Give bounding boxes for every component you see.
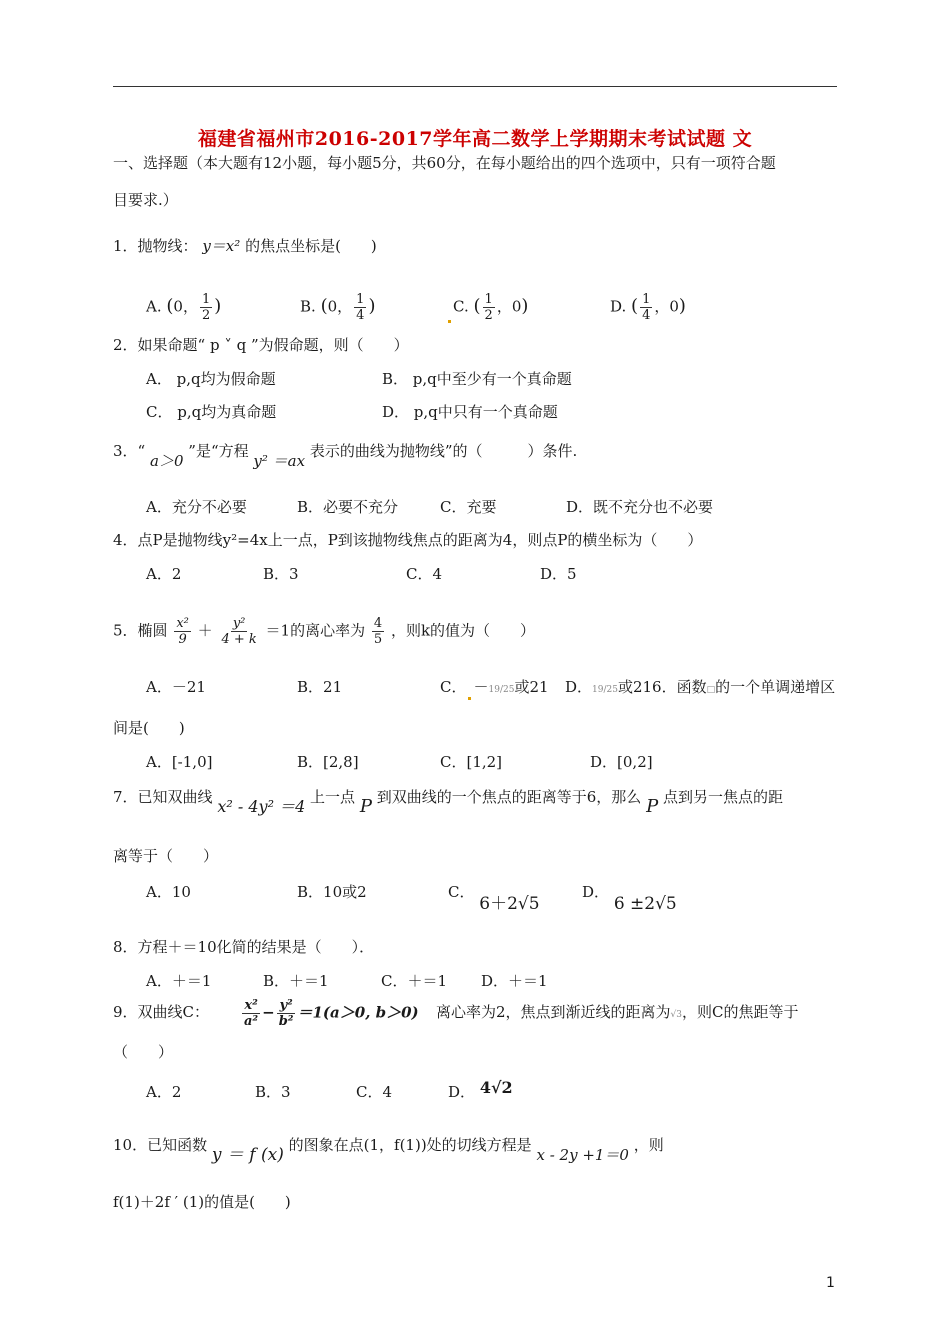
section-intro-line2: 目要求.） xyxy=(113,191,178,209)
q9-stem-pre: 9．双曲线C： xyxy=(113,1003,210,1021)
q2-stem: 2．如果命题“ p ˅ q ”为假命题，则（ ） xyxy=(113,336,409,354)
q9-option-a: A．2 xyxy=(146,1083,182,1101)
q3-option-c: C．充要 xyxy=(440,498,497,516)
q2-option-c: C． p,q均为真命题 xyxy=(146,403,277,421)
q7-point-p: P xyxy=(359,796,372,817)
q4-option-b: B．3 xyxy=(263,565,299,583)
q5-option-c: C． －19/25或21 xyxy=(440,677,549,700)
mark-dot xyxy=(468,697,471,700)
q9-equation: $\frac{\text{x²}}{\text{a²}}$ − $\frac{\text{y²}}{\text{b²}}$ ＝1(a＞0, b＞0) xyxy=(244,998,419,1029)
q8-option-a: A．＋＝1 xyxy=(146,972,212,990)
q8-option-c: C．＋＝1 xyxy=(381,972,448,990)
fraction: $\frac{\text{x²}}{\text{a²}}$ xyxy=(244,998,259,1029)
option-label: B. xyxy=(300,297,316,316)
q5-stem xyxy=(113,616,535,647)
q7-equation: x² - 4y² ＝4 xyxy=(217,797,306,816)
q8-stem: 8．方程＋＝10化简的结果是（ ）． xyxy=(113,938,375,956)
q10-tangent-equation: x - 2y +1＝0 xyxy=(536,1146,629,1164)
placeholder-formula: □ xyxy=(706,685,716,695)
q3-equation: y² ＝ax xyxy=(253,452,306,470)
q7-option-b: B．10或2 xyxy=(297,883,367,901)
q2-option-a: A． p,q均为假命题 xyxy=(146,370,276,388)
option-value: 0 xyxy=(327,297,338,316)
q4-option-d: D．5 xyxy=(540,565,577,583)
q6-option-c: C．[1,2] xyxy=(440,753,503,771)
fraction: $\frac{1}{4}$ xyxy=(642,292,651,323)
q5-mid: ＝1的离心率为 xyxy=(265,621,366,640)
mark-dot xyxy=(448,320,451,323)
q7-post: 点到另一焦点的距 xyxy=(662,788,783,806)
q7-pre: 7．已知双曲线 xyxy=(113,788,213,806)
q7-mid2: 到双曲线的一个焦点的距离等于6，那么 xyxy=(376,788,642,806)
q5-option-a: A．－21 xyxy=(146,678,206,696)
q7-c-expression: 6＋2√5 xyxy=(479,894,540,914)
q1-stem-pre: 1．抛物线： xyxy=(113,237,198,255)
q5-option-b: B．21 xyxy=(297,678,343,696)
q2-option-b: B． p,q中至少有一个真命题 xyxy=(382,370,572,388)
q3-mid: ”是“方程 xyxy=(188,442,249,460)
q7-option-c: C． 6＋2√5 xyxy=(448,883,540,914)
q5-plus: ＋ xyxy=(197,621,213,640)
q1-formula: y＝x² xyxy=(202,237,241,255)
page-title: 福建省福州市2016-2017学年高二数学上学期期末考试试题 文 xyxy=(197,128,753,150)
q6-option-d: D．[0,2] xyxy=(590,753,653,771)
q3-option-b: B．必要不充分 xyxy=(297,498,399,516)
q7-option-a: A．10 xyxy=(146,883,191,901)
q3-option-a: A．充分不必要 xyxy=(146,498,247,516)
q1-option-d: D. ( $\frac{1}{4}$ ，0) xyxy=(610,292,686,323)
q3-post: 表示的曲线为抛物线”的（ ）条件. xyxy=(309,442,578,460)
q5-post: ，则k的值为（ ） xyxy=(390,621,536,640)
q9-d-expression: 4√2 xyxy=(479,1078,513,1097)
q3-pre: 3．“ xyxy=(113,442,146,460)
option-label: D. xyxy=(610,297,627,316)
q10-stem xyxy=(113,1135,664,1165)
q10-post: ，则 xyxy=(633,1136,664,1154)
q10-line2: f(1)＋2f ′ (1)的值是( ) xyxy=(113,1193,291,1211)
q2-option-d: D． p,q中只有一个真命题 xyxy=(382,403,558,421)
fraction: $\frac{1}{2}$ xyxy=(484,292,493,323)
q4-option-a: A．2 xyxy=(146,565,182,583)
q10-function: y ＝ f (x) xyxy=(211,1145,284,1165)
q4-stem: 4．点P是抛物线y²=4x上一点，P到该抛物线焦点的距离为4，则点P的横坐标为（ ） xyxy=(113,531,703,549)
q9-option-c: C．4 xyxy=(356,1083,393,1101)
small-fraction: 19/25 xyxy=(488,685,515,695)
fraction: $\frac{\text{y²}}{\text{b²}}$ xyxy=(278,998,294,1029)
q1-stem xyxy=(113,236,377,256)
q8-option-b: B．＋＝1 xyxy=(263,972,329,990)
q7-line2: 离等于（ ） xyxy=(113,847,219,865)
q9-stem-post: 离心率为2，焦点到渐近线的距离为√3，则C的焦距等于 xyxy=(436,1003,799,1021)
section-intro-line1: 一、选择题（本大题有12小题，每小题5分，共60分，在每小题给出的四个选项中，只有一项符合题 xyxy=(113,154,776,172)
q3-stem xyxy=(113,441,578,470)
q5-fraction-x: $\frac{\text{x²}}{9}$ xyxy=(176,616,189,647)
q9-line2: （ ） xyxy=(113,1043,174,1061)
q5-eccentricity: $\frac{4}{5}$ xyxy=(373,616,383,647)
small-fraction: 19/25 xyxy=(592,685,618,695)
header-rule xyxy=(113,86,837,87)
q5-option-d-q6-stem: D．19/25或216．函数□的一个单调递增区 xyxy=(565,678,836,696)
q6-line2: 间是( ) xyxy=(113,719,185,737)
option-value: 0 xyxy=(511,297,522,316)
q9-option-d: D． 4√2 xyxy=(448,1078,513,1101)
q7-d-expression: 6 ±2√5 xyxy=(613,894,677,914)
q3-condition: a＞0 xyxy=(150,452,184,470)
q1-option-a: A. (0， $\frac{1}{2}$ ) xyxy=(146,292,222,323)
q10-pre: 10．已知函数 xyxy=(113,1136,208,1154)
option-value: 0 xyxy=(173,297,183,316)
q8-option-d: D．＋＝1 xyxy=(481,972,548,990)
q7-option-d: D． 6 ±2√5 xyxy=(582,883,677,914)
q7-point-p2: P xyxy=(646,796,659,817)
q7-mid: 上一点 xyxy=(310,788,356,806)
q7-stem xyxy=(113,787,783,817)
q9-option-b: B．3 xyxy=(255,1083,291,1101)
placeholder-formula: √3 xyxy=(670,1010,683,1020)
q1-option-c: C. ( $\frac{1}{2}$ ，0) xyxy=(446,292,528,323)
q1-option-b: B. (0， $\frac{1}{4}$ ) xyxy=(300,292,376,323)
fraction: $\frac{1}{4}$ xyxy=(356,292,365,323)
page-number: 1 xyxy=(826,1275,835,1291)
option-value: 0 xyxy=(669,297,679,316)
option-label: C. xyxy=(453,297,469,316)
q5-pre: 5．椭圆 xyxy=(113,621,168,640)
option-label: A. xyxy=(146,297,162,316)
fraction: $\frac{1}{2}$ xyxy=(201,292,211,323)
q10-mid: 的图象在点(1，f(1))处的切线方程是 xyxy=(288,1136,532,1154)
q4-option-c: C．4 xyxy=(406,565,443,583)
q5-fraction-y: $\frac{\text{y²}}{4 + k}$ xyxy=(221,616,257,647)
q6-option-a: A．[-1,0] xyxy=(146,753,213,771)
q6-option-b: B．[2,8] xyxy=(297,753,359,771)
q3-option-d: D．既不充分也不必要 xyxy=(566,498,714,516)
q1-stem-post: 的焦点坐标是( ) xyxy=(245,237,377,255)
